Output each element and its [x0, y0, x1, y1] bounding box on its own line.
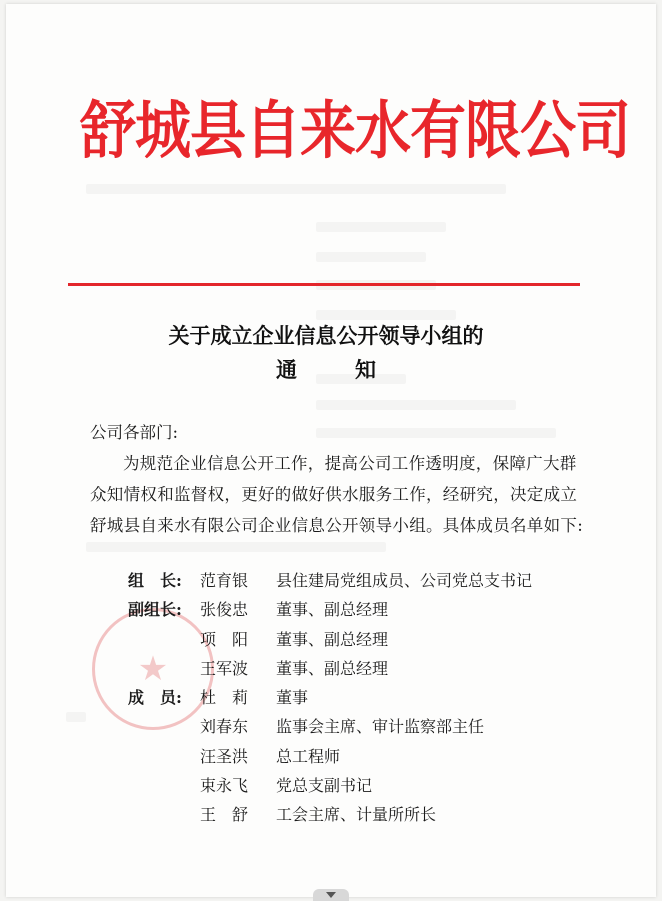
notice-title: 关于成立企业信息公开领导小组的 [168, 323, 484, 348]
member-row [128, 566, 588, 595]
member-name: 王 舒 [200, 805, 249, 825]
member-position: 董事、副总经理 [276, 629, 389, 649]
member-position: 总工程师 [276, 746, 341, 766]
member-row [128, 742, 588, 771]
member-position: 监事会主席、审计监察部主任 [276, 717, 485, 737]
member-name: 杜 莉 [200, 688, 249, 708]
member-row [128, 683, 588, 712]
member-row [128, 595, 588, 624]
member-row [128, 654, 588, 683]
member-list [128, 566, 588, 830]
member-row [128, 625, 588, 654]
chevron-down-icon [326, 892, 336, 898]
letterhead-divider [68, 283, 580, 286]
member-row [128, 712, 588, 741]
member-name: 束永飞 [200, 776, 249, 796]
member-name: 张俊忠 [200, 600, 249, 620]
member-row [128, 800, 588, 829]
notice-title-char-2: 知 [355, 357, 376, 382]
member-position: 董事、副总经理 [276, 658, 389, 678]
member-position: 党总支副书记 [276, 776, 373, 796]
member-position: 董事 [276, 688, 309, 708]
member-name: 刘春东 [200, 717, 249, 737]
member-name: 王军波 [200, 658, 249, 678]
document-page [6, 4, 656, 897]
member-name: 汪圣洪 [200, 746, 249, 766]
member-role: 成 员: [128, 688, 182, 708]
salutation: 公司各部门: [90, 423, 179, 442]
member-position: 董事、副总经理 [276, 600, 389, 620]
member-name: 项 阳 [200, 629, 249, 649]
notice-title-char-1: 通 [276, 357, 297, 382]
seal-star-icon: ★ [137, 649, 169, 689]
notice-title-line2 [66, 354, 586, 384]
member-role: 组 长: [128, 571, 182, 590]
body-paragraph: 为规范企业信息公开工作，提高公司工作透明度，保障广大群众知情权和监督权，更好的做好供水服务工作，经研究，决定成立舒城县自来水有限公司企业信息公开领导小组。具体成员名单如下: [90, 454, 584, 535]
member-name: 范育银 [200, 571, 249, 590]
member-role: 副组长: [128, 600, 182, 620]
member-position: 县住建局党组成员、公司党总支书记 [276, 571, 533, 590]
member-position: 工会主席、计量所所长 [276, 805, 437, 825]
member-row [128, 771, 588, 800]
scroll-down-button[interactable] [313, 889, 349, 901]
letterhead-org-name: 舒城县自来水有限公司 [80, 94, 630, 168]
